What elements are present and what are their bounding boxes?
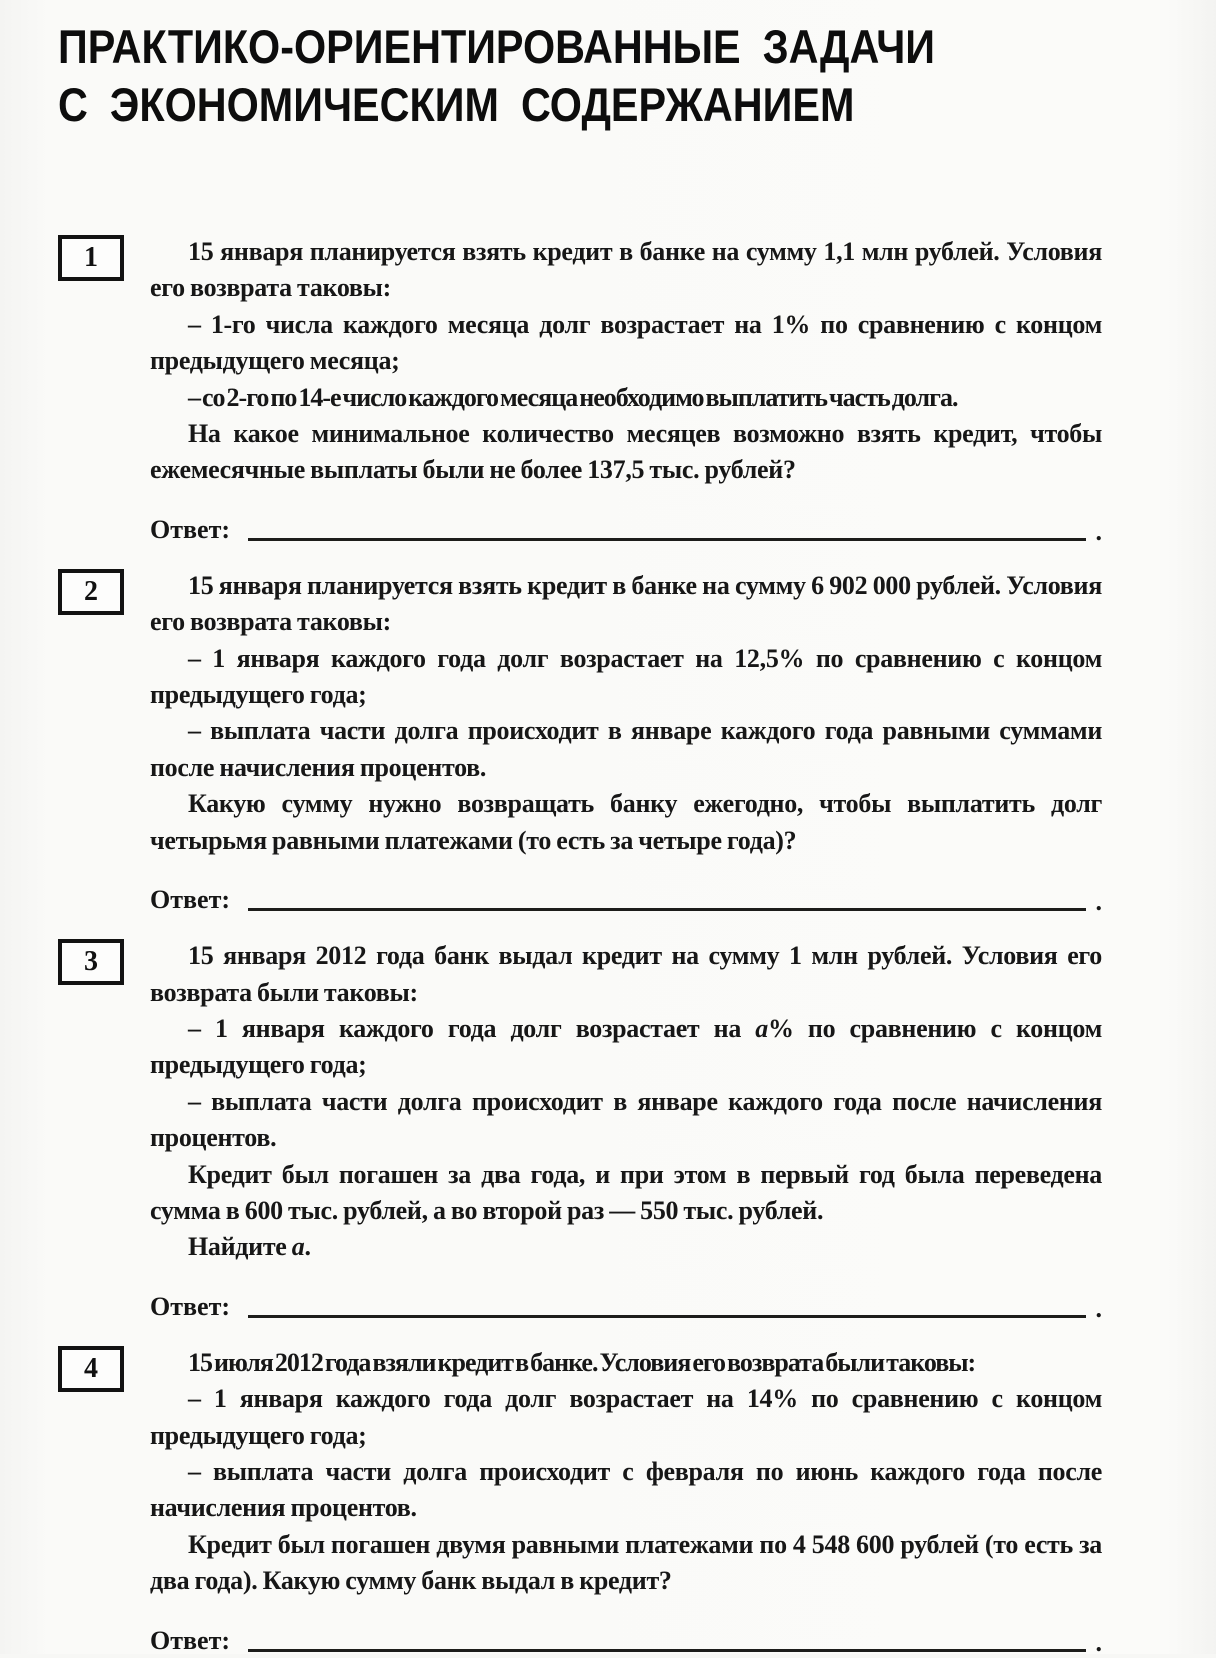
answer-blank-line[interactable] bbox=[248, 1315, 1085, 1318]
answer-terminator: . bbox=[1095, 516, 1102, 546]
problem-text bbox=[150, 1345, 1102, 1600]
page-title-line1: ПРАКТИКО-ОРИЕНТИРОВАННЫЕ ЗАДАЧИ bbox=[58, 20, 935, 73]
answer-terminator: . bbox=[1095, 1627, 1102, 1657]
problem-text bbox=[150, 938, 1102, 1266]
problem-paragraph: 15 января планируется взять кредит в банке на сумму 1,1 млн рублей. Условия его возврата таковы: bbox=[150, 237, 1102, 303]
problem-paragraph: 15 января 2012 года банк выдал кредит на сумму 1 млн рублей. Условия его возврата были таковы: bbox=[150, 941, 1102, 1007]
problem-number: 3 bbox=[84, 946, 98, 978]
problem-4 bbox=[58, 1345, 1160, 1658]
problem-3 bbox=[58, 938, 1160, 1324]
problem-paragraph: – 1 января каждого года долг возрастает на 14% по сравнению с концом предыдущего года; bbox=[150, 1384, 1102, 1450]
answer-label: Ответ: bbox=[150, 885, 231, 915]
answer-blank-line[interactable] bbox=[248, 538, 1085, 541]
answer-row bbox=[150, 875, 1102, 917]
answer-label: Ответ: bbox=[150, 1625, 231, 1655]
problem-paragraph: – выплата части долга происходит с февраля по июнь каждого года после начисления процентов. bbox=[150, 1456, 1102, 1523]
problem-number: 4 bbox=[84, 1352, 98, 1384]
problem-number-box bbox=[58, 939, 124, 985]
answer-blank-line[interactable] bbox=[248, 1649, 1085, 1652]
page-title bbox=[58, 18, 1028, 134]
problem-paragraph: – выплата части долга происходит в январе каждого года после начисления процентов. bbox=[150, 1086, 1102, 1153]
problem-text bbox=[150, 568, 1102, 859]
problem-paragraph: Какую сумму нужно возвращать банку ежегодно, чтобы выплатить долг четырьмя равными платежами (то есть за четыре года)? bbox=[150, 789, 1102, 855]
answer-terminator: . bbox=[1095, 1293, 1102, 1323]
problem-1 bbox=[58, 234, 1160, 547]
answer-blank-line[interactable] bbox=[248, 908, 1085, 911]
answer-terminator: . bbox=[1095, 887, 1102, 917]
problem-paragraph: На какое минимальное количество месяцев возможно взять кредит, чтобы ежемесячные выплаты были не более 137,5 тыс. рублей? bbox=[150, 419, 1102, 485]
answer-label: Ответ: bbox=[150, 1291, 231, 1321]
problem-paragraph: 15 января планируется взять кредит в банке на сумму 6 902 000 рублей. Условия его возврата таковы: bbox=[150, 570, 1102, 637]
problem-number: 2 bbox=[84, 575, 98, 607]
problem-number-box bbox=[58, 235, 124, 281]
problem-paragraph: – со 2-го по 14-е число каждого месяца необходимо выплатить часть долга. bbox=[188, 382, 958, 412]
answer-row bbox=[150, 505, 1102, 547]
problem-number-box bbox=[58, 569, 124, 615]
problem-paragraph: 15 июля 2012 года взяли кредит в банке. Условия его возврата были таковы: bbox=[188, 1347, 976, 1377]
problem-paragraph: – 1 января каждого года долг возрастает на a% по сравнению с концом предыдущего года; bbox=[150, 1013, 1102, 1080]
page-title-line2: С ЭКОНОМИЧЕСКИМ СОДЕРЖАНИЕМ bbox=[58, 78, 855, 131]
problem-2 bbox=[58, 568, 1160, 917]
problem-number-box bbox=[58, 1346, 124, 1392]
problems-list bbox=[58, 234, 1160, 1658]
answer-label: Ответ: bbox=[150, 514, 231, 544]
answer-row bbox=[150, 1616, 1102, 1658]
problem-paragraph: – 1 января каждого года долг возрастает на 12,5% по сравнению с концом предыдущего года; bbox=[150, 643, 1102, 710]
problem-paragraph: Кредит был погашен за два года, и при этом в первый год была переведена сумма в 600 тыс. рублей, а во второй раз — 550 тыс. рублей. bbox=[150, 1159, 1102, 1225]
problem-paragraph: – выплата части долга происходит в январе каждого года равными суммами после начисления процентов. bbox=[150, 716, 1102, 782]
problem-paragraph: Кредит был погашен двумя равными платежами по 4 548 600 рублей (то есть за два года). Какую сумму банк выдал в кредит? bbox=[150, 1529, 1102, 1596]
problem-text bbox=[150, 234, 1102, 489]
problem-number: 1 bbox=[84, 242, 98, 273]
problem-paragraph: – 1-го числа каждого месяца долг возрастает на 1% по сравнению с концом предыдущего месяца; bbox=[150, 309, 1102, 376]
problem-paragraph: Найдите a. bbox=[188, 1232, 311, 1262]
answer-row bbox=[150, 1282, 1102, 1324]
